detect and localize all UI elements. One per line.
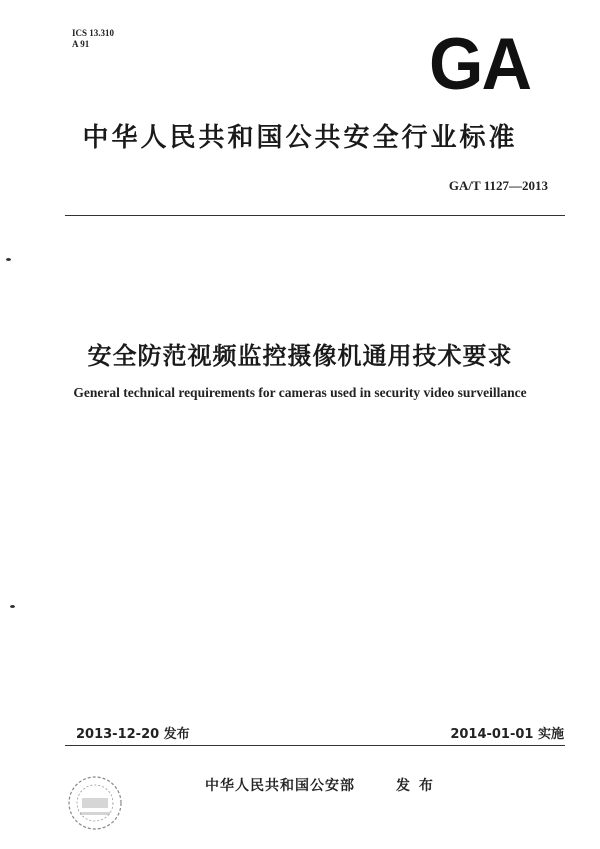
- ics-code: ICS 13.310: [72, 28, 115, 38]
- implementation-date: 2014-01-01 实施: [450, 727, 564, 742]
- top-divider: [65, 215, 565, 216]
- document-title-en: General technical requirements for cameras used in security video surveillance: [73, 385, 527, 400]
- standard-category-title: 中华人民共和国公共安全行业标准: [82, 123, 518, 153]
- standard-number: GA/T 1127—2013: [448, 178, 548, 193]
- scan-speck: [10, 605, 15, 608]
- document-title-zh: 安全防范视频监控摄像机通用技术要求: [87, 342, 513, 370]
- publish-label: 发 布: [396, 778, 435, 794]
- publisher-seal-icon: [60, 768, 130, 838]
- classification-codes: [72, 28, 114, 50]
- scan-speck: [6, 258, 11, 261]
- ccs-code: A 91: [72, 39, 90, 49]
- publisher-name: 中华人民共和国公安部: [205, 778, 355, 794]
- issue-date: 2013-12-20 发布: [76, 727, 190, 742]
- bottom-divider: [65, 745, 565, 746]
- ga-logo: GA: [429, 23, 530, 105]
